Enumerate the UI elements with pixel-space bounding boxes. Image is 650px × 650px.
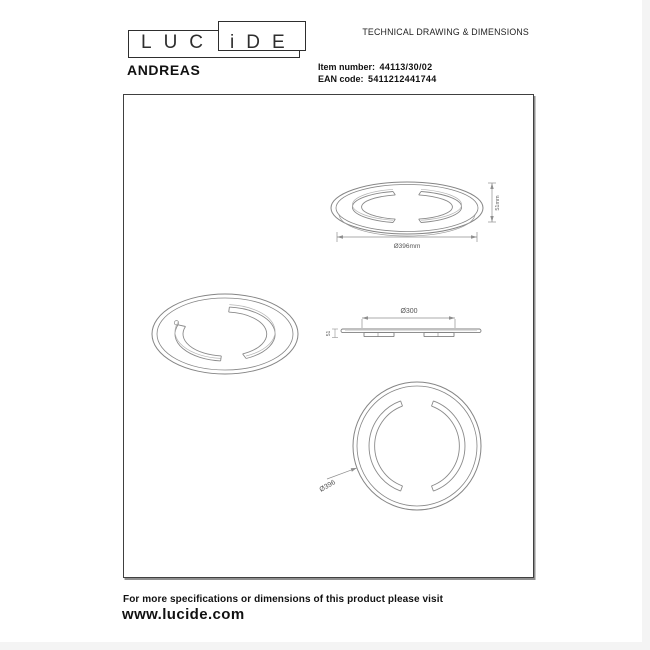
perspective-view xyxy=(145,288,310,383)
side-view xyxy=(325,300,490,348)
dimension-diameter-396 xyxy=(337,232,477,250)
front-view-rim xyxy=(353,382,481,510)
dim-label-diameter-396mm: Ø396mm xyxy=(393,243,421,250)
dimension-height-51mm xyxy=(488,183,501,222)
scan-edge-bottom xyxy=(0,642,650,650)
dim-label-diameter-396: Ø396 xyxy=(318,479,337,494)
footer-note: For more specifications or dimensions of this product please visit xyxy=(123,594,443,605)
dim-label-height-51: 51 xyxy=(326,330,332,337)
side-profile-body xyxy=(341,329,481,337)
perspective-body xyxy=(152,294,298,374)
dim-label-diameter-300: Ø300 xyxy=(400,308,418,315)
top-view-light-arcs xyxy=(352,189,461,222)
lucide-logo xyxy=(126,20,312,62)
ean-row xyxy=(318,73,437,85)
scan-edge-right xyxy=(642,0,650,650)
item-number-row xyxy=(318,61,437,73)
document-type-title: TECHNICAL DRAWING & DIMENSIONS xyxy=(362,27,529,37)
front-view xyxy=(315,378,505,528)
lucide-website-link[interactable]: www.lucide.com xyxy=(122,606,245,623)
item-number-value: 44113/30/02 xyxy=(379,62,433,72)
perspective-light-arcs xyxy=(174,305,275,361)
front-view-light-arcs xyxy=(369,401,465,491)
top-angled-view xyxy=(325,160,510,255)
item-number-label: Item number: xyxy=(318,62,376,72)
ean-value: 5411212441744 xyxy=(368,74,437,84)
dimension-diameter-300 xyxy=(362,308,455,328)
logo-text-left: LUC xyxy=(141,32,216,53)
logo-text-right: iDE xyxy=(230,32,297,53)
product-name: ANDREAS xyxy=(127,62,201,78)
dim-label-height-51mm: 51mm xyxy=(495,195,501,211)
dimension-leader-396 xyxy=(319,468,357,494)
product-codes xyxy=(318,61,437,85)
dimension-height-51 xyxy=(326,329,338,338)
ean-label: EAN code: xyxy=(318,74,364,84)
